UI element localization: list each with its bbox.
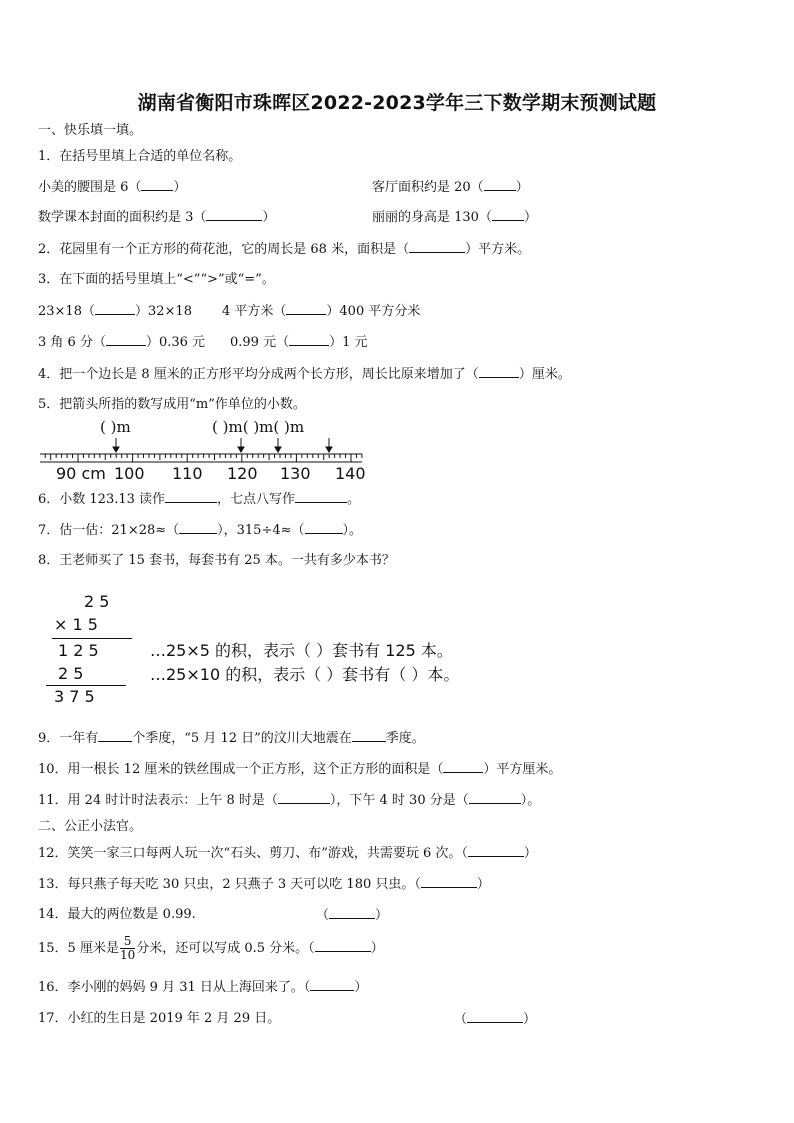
q1-item-c	[38, 208, 275, 227]
q1-b-text: 客厅面积约是 20（	[372, 180, 484, 195]
q9-a: 9．一年有	[38, 731, 99, 746]
arrow-2-head	[238, 447, 244, 452]
calc-row-3: 1 2 5	[58, 641, 99, 660]
q3-c-blank[interactable]	[106, 333, 146, 346]
q1-d-end: ）	[523, 210, 537, 225]
q1-item-a	[38, 178, 186, 197]
q13-blank[interactable]	[421, 875, 477, 888]
ruler-tick-130: 130	[280, 464, 311, 483]
q17-blank[interactable]	[467, 1010, 523, 1023]
q3-item-c	[38, 333, 205, 352]
question-6	[38, 490, 360, 509]
q14-blank[interactable]	[329, 906, 375, 919]
question-13	[38, 875, 490, 894]
question-14	[38, 906, 196, 924]
q9-blank-2[interactable]	[352, 729, 386, 742]
section-2-heading: 二、公正小法官。	[38, 819, 143, 834]
ruler-tick-120: 120	[227, 464, 258, 483]
ruler-ticks	[45, 454, 362, 462]
q1-a-end: ）	[173, 180, 187, 195]
q1-c-end: ）	[262, 210, 276, 225]
page-title: 湖南省衡阳市珠晖区2022-2023学年三下数学期末预测试题	[137, 92, 657, 114]
q9-c: 季度。	[385, 731, 425, 746]
q4-blank[interactable]	[479, 365, 519, 378]
calc-note-1: …25×5 的积，表示（ ）套书有 125 本。	[150, 641, 453, 660]
q7-blank-2[interactable]	[305, 521, 343, 534]
q3-d-post: ）1 元	[329, 335, 368, 350]
q1-a-text: 小美的腰围是 6（	[38, 180, 142, 195]
q15-blank[interactable]	[315, 939, 371, 952]
question-3: 3．在下面的括号里填上“<”“>”或“=”。	[38, 272, 275, 287]
calc-line-2	[46, 685, 126, 686]
q3-d-blank[interactable]	[289, 333, 329, 346]
q4-post: ）厘米。	[518, 367, 571, 382]
q6-b: ，七点八写作	[217, 492, 296, 507]
q3-b-pre: 4 平方米（	[222, 304, 287, 319]
q14-answer	[316, 906, 388, 925]
q1-d-text: 丽丽的身高是 130（	[372, 210, 492, 225]
question-4	[38, 365, 571, 384]
q7-blank-1[interactable]	[179, 521, 217, 534]
question-15	[38, 933, 384, 965]
q6-blank-2[interactable]	[295, 490, 347, 503]
q3-d-pre: 0.99 元（	[230, 335, 290, 350]
calc-line-1	[52, 638, 132, 639]
q15-pre: 15．5 厘米是	[38, 941, 119, 956]
fraction-5-10	[120, 935, 135, 962]
q7-b: ），315÷4≈（	[217, 523, 305, 538]
q12-blank[interactable]	[468, 844, 524, 857]
ruler-label-left: ( )m	[100, 418, 131, 436]
calc-note-2: …25×10 的积，表示（ ）套书有（ ）本。	[150, 665, 460, 684]
q17-pre: 17．小红的生日是 2019 年 2 月 29 日。	[38, 1011, 281, 1026]
q16-blank[interactable]	[310, 978, 354, 991]
q17-open: （	[454, 1012, 468, 1027]
ruler-tick-110: 110	[172, 464, 203, 483]
fraction-denominator: 10	[119, 948, 136, 962]
question-7	[38, 521, 362, 540]
calc-row-4: 2 5	[58, 664, 84, 683]
ruler-tick-140: 140	[335, 464, 366, 483]
calc-row-1: 2 5	[84, 592, 110, 611]
q1-b-end: ）	[515, 180, 529, 195]
question-1: 1．在括号里填上合适的单位名称。	[38, 149, 242, 164]
q12-pre: 12．笑笑一家三口每两人玩一次“石头、剪刀、布”游戏，共需要玩 6 次。（	[38, 846, 468, 861]
arrow-4-head	[326, 447, 332, 452]
question-17	[38, 1010, 280, 1028]
q3-a-pre: 23×18（	[38, 304, 95, 319]
q7-c: ）。	[342, 523, 363, 538]
question-10	[38, 760, 561, 779]
q3-c-post: ）0.36 元	[145, 335, 206, 350]
q16-pre: 16．李小刚的妈妈 9 月 31 日从上海回来了。（	[38, 980, 311, 995]
section-1-heading: 一、快乐填一填。	[38, 123, 143, 138]
q1-b-blank[interactable]	[484, 178, 516, 191]
q14-pre: 14．最大的两位数是 0.99.	[38, 907, 196, 922]
q1-a-blank[interactable]	[141, 178, 173, 191]
q3-item-d	[230, 333, 367, 352]
q15-end: ）	[370, 941, 384, 956]
q11-blank-2[interactable]	[469, 791, 521, 804]
calc-row-2: × 1 5	[54, 615, 98, 634]
question-11	[38, 791, 540, 810]
q16-post: ）	[354, 980, 368, 995]
q11-blank-1[interactable]	[278, 791, 330, 804]
question-2	[38, 240, 530, 259]
ruler-diagram	[36, 436, 366, 466]
q6-blank-1[interactable]	[165, 490, 217, 503]
q11-a: 11．用 24 时计时法表示：上午 8 时是（	[38, 793, 278, 808]
q3-item-a	[38, 302, 192, 321]
q1-item-d	[372, 208, 537, 227]
fraction-numerator: 5	[120, 935, 135, 949]
arrow-1-head	[113, 447, 119, 452]
q9-b: 个季度，“5 月 12 日”的汶川大地震在	[132, 731, 352, 746]
question-8: 8．王老师买了 15 套书，每套书有 25 本。一共有多少本书？	[38, 553, 395, 568]
q6-c: 。	[347, 492, 361, 507]
q10-post: ）平方厘米。	[483, 762, 562, 777]
q2-pre: 2．花园里有一个正方形的荷花池，它的周长是 68 米，面积是（	[38, 242, 410, 257]
q3-a-blank[interactable]	[95, 302, 135, 315]
ruler-tick-100: 100	[114, 464, 145, 483]
ruler-arrows	[113, 438, 332, 452]
q2-post: ）平方米。	[465, 242, 531, 257]
q13-post: ）	[476, 877, 490, 892]
q3-item-b	[222, 302, 420, 321]
q14-open: （	[316, 908, 330, 923]
q1-c-text: 数学课本封面的面积约是 3（	[38, 210, 207, 225]
q4-pre: 4．把一个边长是 8 厘米的正方形平均分成两个长方形，周长比原来增加了（	[38, 367, 479, 382]
q17-post: ）	[523, 1012, 537, 1027]
q3-b-blank[interactable]	[286, 302, 326, 315]
question-5: 5．把箭头所指的数写成用“m”作单位的小数。	[38, 397, 306, 412]
ruler-label-right: ( )m( )m( )m	[212, 418, 305, 436]
q3-c-pre: 3 角 6 分（	[38, 335, 106, 350]
q1-d-blank[interactable]	[492, 208, 524, 221]
question-9	[38, 729, 425, 748]
q6-a: 6．小数 123.13 读作	[38, 492, 166, 507]
q12-post: ）	[523, 846, 537, 861]
q11-c: ）。	[520, 793, 541, 808]
q10-blank[interactable]	[443, 760, 483, 773]
q9-blank-1[interactable]	[98, 729, 132, 742]
q15-post: 分米，还可以写成 0.5 分米。（	[136, 941, 315, 956]
q13-pre: 13．每只燕子每天吃 30 只虫，2 只燕子 3 天可以吃 180 只虫。（	[38, 877, 421, 892]
question-16	[38, 978, 367, 997]
q10-pre: 10．用一根长 12 厘米的铁丝围成一个正方形，这个正方形的面积是（	[38, 762, 444, 777]
arrow-3-head	[275, 447, 281, 452]
q14-post: ）	[375, 908, 389, 923]
q7-a: 7．估一估：21×28≈（	[38, 523, 180, 538]
q17-answer	[454, 1010, 536, 1029]
question-12	[38, 844, 537, 863]
q3-a-post: ）32×18	[134, 304, 192, 319]
q1-c-blank[interactable]	[206, 208, 262, 221]
calc-row-5: 3 7 5	[54, 687, 95, 706]
q1-item-b	[372, 178, 529, 197]
q2-blank[interactable]	[409, 240, 465, 253]
ruler-tick-90: 90 cm	[56, 464, 106, 483]
q11-b: ），下午 4 时 30 分是（	[329, 793, 469, 808]
q3-b-post: ）400 平方分米	[326, 304, 421, 319]
